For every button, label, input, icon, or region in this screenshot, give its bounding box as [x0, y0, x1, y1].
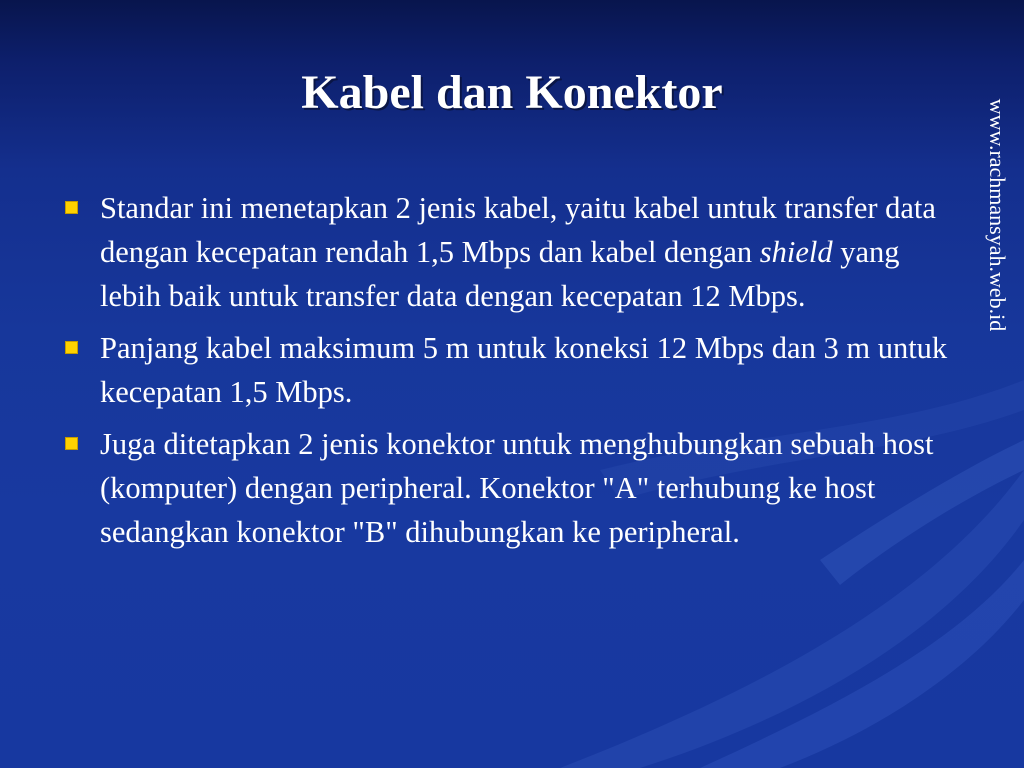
bullet-item	[62, 422, 967, 554]
bullet-text: Panjang kabel maksimum 5 m untuk koneksi 12 Mbps dan 3 m untuk kecepatan 1,5 Mbps.	[100, 331, 948, 409]
bullet-item	[62, 186, 967, 318]
bullet-item	[62, 326, 967, 414]
bullet-text: Juga ditetapkan 2 jenis konektor untuk menghubungkan sebuah host (komputer) dengan peripheral. Konektor "A" terhubung ke host sedangkan konektor "B" dihubungkan ke peripheral.	[100, 427, 934, 549]
slide-title: Kabel dan Konektor	[301, 66, 723, 119]
bullet-text-part: yang lebih baik untuk transfer data dengan kecepatan 12 Mbps.	[100, 235, 900, 313]
watermark-url: www.rachmansyah.web.id	[985, 98, 1010, 332]
bullet-text	[100, 191, 936, 313]
yellow-square-bullet-icon	[65, 201, 78, 214]
yellow-square-bullet-icon	[65, 341, 78, 354]
bullet-text-emphasis: shield	[759, 235, 833, 269]
yellow-square-bullet-icon	[65, 437, 78, 450]
bullet-text-part: Standar ini menetapkan 2 jenis kabel, yaitu kabel untuk transfer data dengan kecepatan rendah 1,5 Mbps dan kabel dengan	[100, 191, 936, 269]
bullet-list	[62, 186, 967, 562]
